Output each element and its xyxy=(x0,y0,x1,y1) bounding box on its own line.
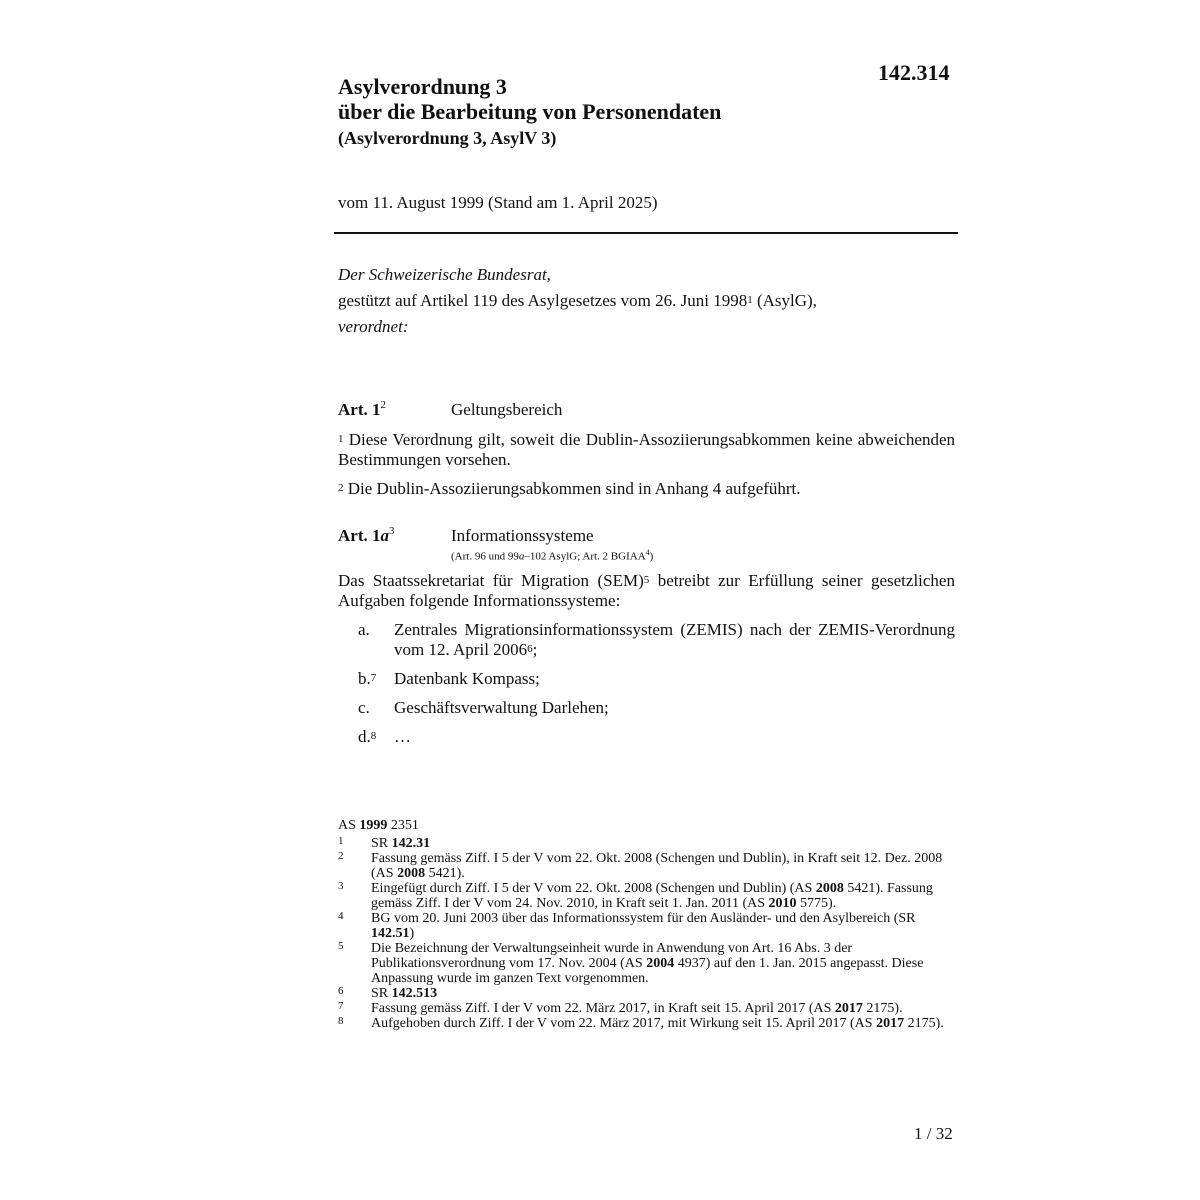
title-line-2: über die Bearbeitung von Personendaten xyxy=(338,99,722,124)
footnote xyxy=(338,911,958,941)
reference-text-italic: a xyxy=(518,550,525,563)
footnote xyxy=(338,1016,958,1031)
article-number-suffix: a xyxy=(380,526,389,545)
footnote-text: Fassung gemäss Ziff. I der V vom 22. März 2017, in Kraft seit 15. April 2017 (AS xyxy=(371,1001,835,1016)
information-systems-list xyxy=(358,620,955,756)
reference-text: –102 AsylG; Art. 2 BGIAA xyxy=(524,550,646,563)
list-item-text: Zentrales Migrationsinformationssystem (ZEMIS) nach der ZEMIS-Verordnung vom 12. April 2006 xyxy=(394,620,955,659)
footnote-list xyxy=(338,836,958,1031)
as-prefix: AS xyxy=(338,818,360,833)
intro-text-tail: betreibt zur Erfüllung seiner gesetzlichen Aufgaben folgende Informationssysteme: xyxy=(338,571,955,610)
footnote-text: BG vom 20. Juni 2003 über das Informationssystem für den Ausländer- und den Asylbereich (SR xyxy=(371,911,916,926)
official-collection-reference xyxy=(338,818,958,833)
footnote xyxy=(338,836,958,851)
footnote-text-bold: 142.513 xyxy=(391,986,438,1001)
footnote-text: SR xyxy=(371,836,392,851)
footnote-text: 2175). xyxy=(904,1016,944,1031)
title-line-1: Asylverordnung 3 xyxy=(338,74,507,99)
preamble-basis-tail: (AsylG), xyxy=(752,291,817,310)
list-label-text: c. xyxy=(358,698,370,717)
paragraph-text: Die Dublin-Assoziierungsabkommen sind in Anhang 4 aufgeführt. xyxy=(347,479,801,498)
footnote xyxy=(338,851,958,881)
footnote-number: 7 xyxy=(338,1000,344,1012)
as-page: 2351 xyxy=(387,818,419,833)
footnote-number: 5 xyxy=(338,940,344,952)
sr-number: 142.314 xyxy=(878,60,950,85)
paragraph-text: Diese Verordnung gilt, soweit die Dublin-Assoziierungsabkommen keine abweichenden Bestimmungen vorsehen. xyxy=(338,430,955,469)
document-title xyxy=(338,74,721,124)
list-item-label xyxy=(358,698,370,718)
footnote-ref[interactable]: 3 xyxy=(388,525,395,537)
list-item-label xyxy=(358,620,370,640)
footnote-number: 6 xyxy=(338,985,344,997)
footnote-text: SR xyxy=(371,986,392,1001)
footnote-text-bold: 142.51 xyxy=(371,926,410,941)
footnote-text-bold: 2017 xyxy=(876,1016,905,1031)
footnote-text: ) xyxy=(409,926,415,941)
article-1a-intro xyxy=(338,571,955,611)
footnote-number: 8 xyxy=(338,1015,344,1027)
footnotes xyxy=(338,818,958,1031)
list-item-label xyxy=(358,727,376,747)
footnote xyxy=(338,881,958,911)
paragraph-number: 2 xyxy=(338,482,344,494)
footnote-ref[interactable]: 2 xyxy=(380,399,386,411)
footnote-number: 1 xyxy=(338,835,344,847)
footnote-ref[interactable]: 7 xyxy=(370,672,377,684)
footnote-text-bold: 2010 xyxy=(768,896,797,911)
list-item-text: Geschäftsverwaltung Darlehen; xyxy=(394,698,609,717)
footnote-text-bold: 2004 xyxy=(646,956,675,971)
document-subtitle: (Asylverordnung 3, AsylV 3) xyxy=(338,128,557,148)
article-number-text: Art. 1 xyxy=(338,400,381,419)
list-item-label xyxy=(358,669,376,689)
footnote-text: Eingefügt durch Ziff. I 5 der V vom 22. Okt. 2008 (Schengen und Dublin) (AS xyxy=(371,881,816,896)
footnote-ref[interactable]: 4 xyxy=(645,548,650,557)
list-item xyxy=(358,727,955,756)
footnote-number: 3 xyxy=(338,880,344,892)
footnote-ref[interactable]: 8 xyxy=(370,730,377,742)
list-item-text: … xyxy=(394,727,411,746)
article-1a-number xyxy=(338,526,451,546)
list-item xyxy=(358,620,955,669)
paragraph-number: 1 xyxy=(338,433,344,445)
preamble-verb: verordnet: xyxy=(338,317,409,336)
article-number-text: Art. 1 xyxy=(338,526,381,545)
footnote-number: 4 xyxy=(338,910,344,922)
preamble-basis-text: gestützt auf Artikel 119 des Asylgesetzes vom 26. Juni 1998 xyxy=(338,291,748,310)
article-1-number xyxy=(338,400,451,420)
article-1-paragraph-2 xyxy=(338,479,955,499)
footnote-text-bold: 2017 xyxy=(834,1001,863,1016)
footnote-text-bold: 142.31 xyxy=(391,836,431,851)
list-item xyxy=(358,698,955,727)
as-year: 1999 xyxy=(359,818,388,833)
date-line: vom 11. August 1999 (Stand am 1. April 2025) xyxy=(338,193,658,212)
reference-text: (Art. 96 und 99 xyxy=(451,550,519,563)
list-item-text-tail: ; xyxy=(532,640,538,659)
footnote xyxy=(338,1001,958,1016)
reference-text: ) xyxy=(649,550,654,563)
preamble xyxy=(338,264,958,342)
preamble-authority: Der Schweizerische Bundesrat, xyxy=(338,265,551,284)
intro-text: Das Staatssekretariat für Migration (SEM) xyxy=(338,571,644,590)
footnote-text-bold: 2008 xyxy=(815,881,844,896)
footnote xyxy=(338,941,958,986)
footnote-number: 2 xyxy=(338,850,344,862)
article-1-heading xyxy=(338,400,958,420)
footnote-text: 5421). Fassung gemäss Ziff. I der V vom 24. Nov. 2010, in Kraft seit 1. Jan. 2011 (AS xyxy=(371,881,933,911)
footnote-text: Aufgehoben durch Ziff. I der V vom 22. März 2017, mit Wirkung seit 15. April 2017 (AS xyxy=(371,1016,877,1031)
article-1a-title: Informationssysteme xyxy=(451,526,594,545)
list-item-text: Datenbank Kompass; xyxy=(394,669,540,688)
footnote-text: Die Bezeichnung der Verwaltungseinheit wurde in Anwendung von Art. 16 Abs. 3 der Publikationsverordnung vom 17. Nov. 2004 (AS xyxy=(371,941,853,971)
page-number: 1 / 32 xyxy=(914,1124,953,1143)
footnote-ref[interactable]: 1 xyxy=(747,294,753,306)
footnote-ref[interactable]: 6 xyxy=(527,643,533,655)
footnote-text: 2175). xyxy=(862,1001,903,1016)
footnote-text: 5421). xyxy=(425,866,465,881)
list-label-text: b. xyxy=(358,669,371,688)
article-1-title: Geltungsbereich xyxy=(451,400,563,419)
preamble-basis xyxy=(338,290,958,316)
article-1-paragraph-1 xyxy=(338,430,955,470)
footnote-ref[interactable]: 5 xyxy=(643,574,650,586)
article-1a-legal-reference xyxy=(451,548,958,563)
footnote-text: Fassung gemäss Ziff. I 5 der V vom 22. Okt. 2008 (Schengen und Dublin), in Kraft seit 12. Dez. 2008 (AS xyxy=(371,851,943,881)
footnote xyxy=(338,986,958,1001)
footnote-text: 5775). xyxy=(796,896,837,911)
list-item xyxy=(358,669,955,698)
list-label-text: d. xyxy=(358,727,371,746)
title-divider xyxy=(334,232,958,234)
list-label-text: a. xyxy=(358,620,370,639)
footnote-text-bold: 2008 xyxy=(397,866,426,881)
footnote-text: 4937) auf den 1. Jan. 2015 angepasst. Diese Anpassung wurde im ganzen Text vorgenommen. xyxy=(371,956,924,986)
article-1a-heading xyxy=(338,526,958,563)
